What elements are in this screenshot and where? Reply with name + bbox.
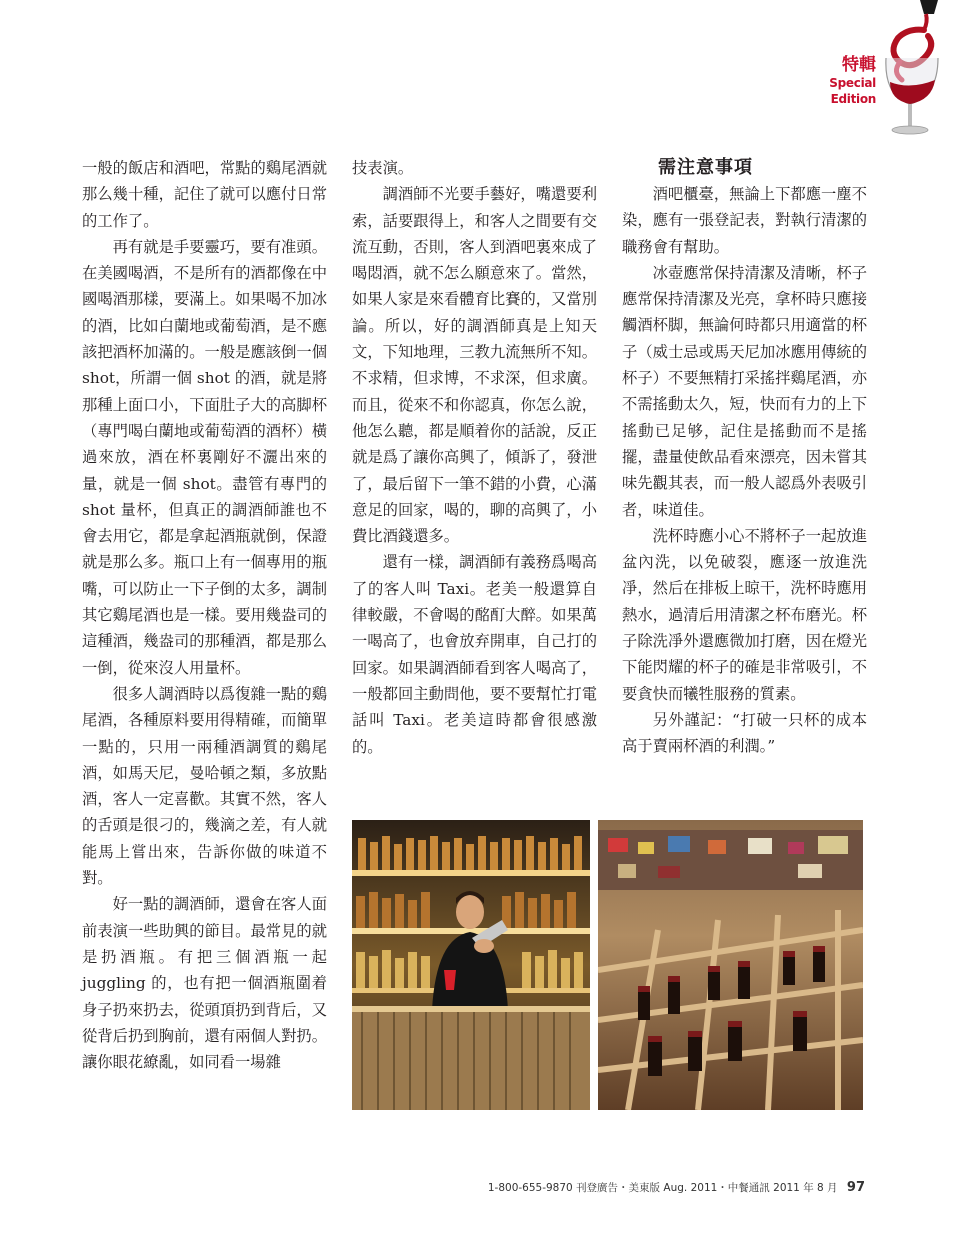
paragraph: 好一點的調酒師，還會在客人面前表演一些助興的節目。最常見的就是扔酒瓶。有把三個酒瓶一起 juggling 的，也有把一個酒瓶圍着身子扔來扔去，從頭頂扔到背后，又從背后扔到胸前，還有兩個人對扔。讓你眼花繚亂，如同看一場雜 — [82, 895, 327, 1072]
paragraph: 調酒師不光要手藝好，嘴還要利索，話要跟得上，和客人之間要有交流互動，否則，客人到酒吧裏來成了喝悶酒，就不怎么願意來了。當然，如果人家是來看體育比賽的，又當別論。所以，好的調酒師真是上知天文，下知地理，三教九流無所不知。不求精，但求博，不求深，但求廣。而且，從來不和你認真，你怎么說，他怎么聽，都是順着你的話說，反正就是爲了讓你高興了，傾訴了，發泄了，最后留下一筆不錯的小費，心滿意足的回家，喝的，聊的高興了，小費比酒錢還多。 — [352, 185, 597, 546]
section-badge — [780, 55, 876, 107]
section-title-en: Special Edition — [829, 76, 876, 106]
paragraph: 還有一樣，調酒師有義務爲喝高了的客人叫 Taxi。老美一般還算自律較嚴，不會喝的酩酊大醉。如果萬一喝高了，也會放弃開車，自己打的回家。如果調酒師看到客人喝高了，一般都回主動問他，要不要幫忙打電話叫 Taxi。老美這時都會很感激的。 — [352, 553, 597, 756]
paragraph: 酒吧櫃臺，無論上下都應一塵不染，應有一張登記表，對執行清潔的職務會有幫助。 — [622, 185, 867, 256]
section-heading: 需注意事項 — [658, 157, 753, 178]
paragraph: 技表演。 — [352, 159, 414, 177]
paragraph: 很多人調酒時以爲復雜一點的鷄尾酒，各種原料要用得精確，而簡單一點的，只用一兩種酒調質的鷄尾酒，如馬天尼，曼哈頓之類，多放點酒，客人一定喜歡。其實不然，客人的舌頭是很刁的，幾滴之差，有人就能馬上嘗出來，告訴你做的味道不對。 — [82, 684, 327, 888]
paragraph: 洗杯時應小心不將杯子一起放進盆內洗，以免破裂，應逐一放進洗凈，然后在排板上晾干，洗杯時應用熱水，過清后用清潔之杯布磨光。杯子除洗凈外還應微加打磨，因在燈光下能閃耀的杯子的確是非常吸引，不要貪快而犧牲服務的質素。 — [622, 526, 867, 703]
paragraph: 再有就是手要靈巧，要有准頭。在美國喝酒，不是所有的酒都像在中國喝酒那樣，要滿上。如果喝不加冰的酒，比如白蘭地或葡萄酒，是不應該把酒杯加滿的。一般是應該倒一個 shot，所謂一個 shot 的酒，就是將那種上面口小，下面肚子大的高脚杯（專門喝白蘭地或葡萄酒的酒杯）橫過來放，酒在杯裏剛好不灑出來的量，就是一個 shot。盡管有專門的 shot 量杯，但真正的調酒師誰也不會去用它，都是拿起酒瓶就倒，保證就是那么多。瓶口上有一個專用的瓶嘴，可以防止一下子倒的太多，調制其它鷄尾酒也是一樣。要用幾盎司的這種酒，幾盎司的那種酒，都是那么一倒，從來沒人用量杯。 — [82, 237, 327, 677]
page-footer — [400, 1180, 865, 1195]
text-column-1 — [82, 155, 327, 1075]
page-number: 97 — [846, 1180, 865, 1195]
bartender-photo — [352, 820, 590, 1110]
paragraph: 一般的飯店和酒吧，常點的鷄尾酒就那么幾十種，記住了就可以應付日常的工作了。 — [82, 159, 327, 230]
wine-shop-photo — [598, 820, 863, 1110]
text-column-2 — [352, 155, 597, 760]
footer-phone: 1-800-655-9870 — [487, 1182, 573, 1194]
section-title-zh: 特輯 — [842, 55, 876, 75]
footer-publication: 刊登廣告・美東版 Aug. 2011・中餐通訊 2011 年 8 月 — [576, 1182, 838, 1194]
text-column-3 — [622, 155, 867, 760]
paragraph: 另外謹記：“打破一只杯的成本高于賣兩杯酒的利潤。” — [622, 710, 867, 756]
paragraph: 冰壺應常保持清潔及清晰，杯子應常保持清潔及光亮，拿杯時只應接觸酒杯脚，無論何時都只用適當的杯子（威士忌或馬天尼加冰應用傳統的杯子）不要無精打采搖拌鷄尾酒，亦不需搖動太久，短，快而有力的上下搖動已足够，記住是搖動而不是搖擺，盡量使飲品看來漂亮，因未嘗其味先觀其表，而一般人認爲外表吸引者，味道佳。 — [622, 263, 867, 519]
